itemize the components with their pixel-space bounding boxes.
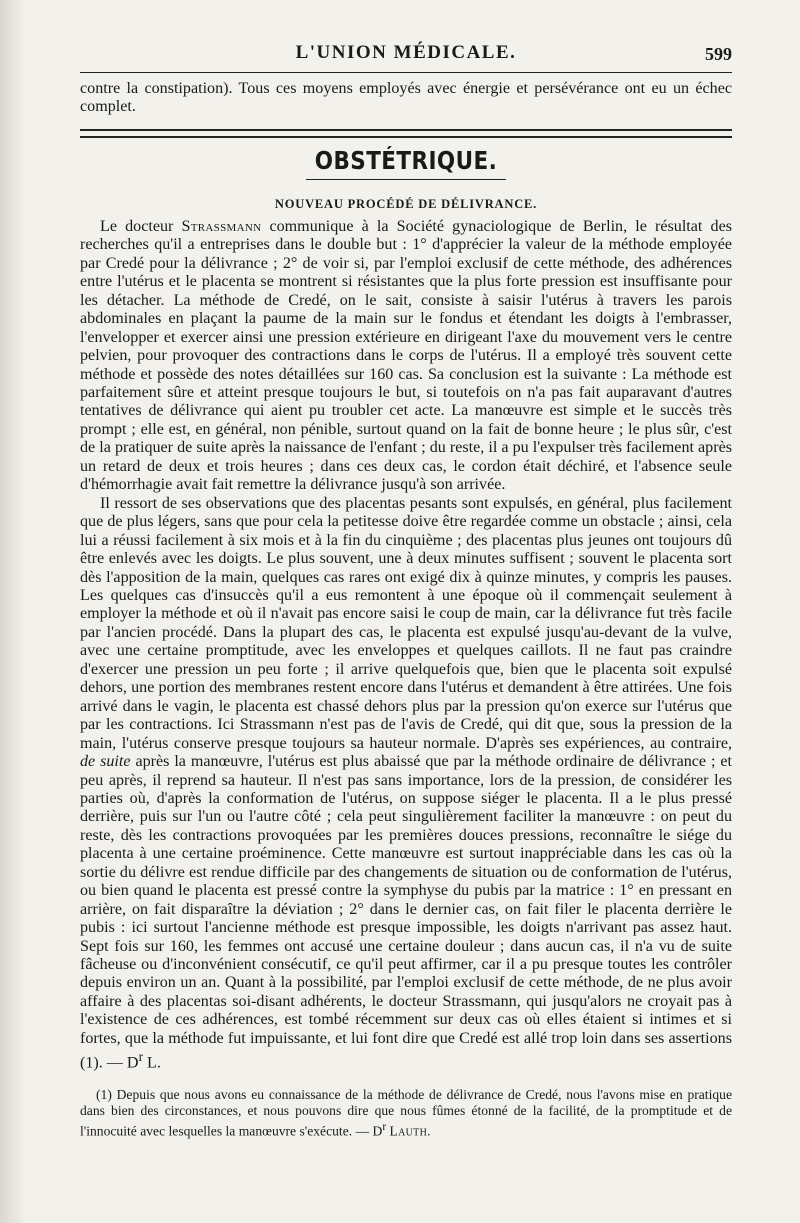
section-title: OBSTÉTRIQUE. [314, 145, 498, 175]
author-name: Strassmann [181, 217, 262, 235]
paragraph-2-text-b: après la manœuvre, l'utérus est plus abaissé que par la méthode ordinaire de délivrance ; et peu après, il reprend sa hauteur. Il n'est pas sans importance, lors de la pression, de considérer les parties où, d'après la conformation de l'utérus, on suppose siéger le placenta. Il a le plus pressé derrière, puis sur l'un ou l'autre côté ; cela peut singulièrement faciliter la manœuvre : on peut du reste, dès les contractions provoquées par les premières douces pressions, reconnaître le siége du placenta à une certaine proéminence. Cette manœuvre est surtout inappréciable dans les cas où la sortie du délivre est rendue difficile par des changements de situation ou de conformation de l'utérus, ou bien quand le placenta est pressé contre la symphyse du pubis par la matrice : 1° en pressant en arrière, on fait disparaître la déviation ; 2° dans le dernier cas, on fait filer le placenta derrière le pubis : ici surtout l'ancienne méthode est presque impossible, les doigts n'arrivant pas assez haut. Sept fois sur 160, les femmes ont accusé une certaine douleur ; dans aucun cas, il n'a vu de suite fâcheuse ou d'inconvénient consécutif, ce qu'il peut affirmer, car il a pu presque toutes les contrôler depuis environ un an. Quant à la possibilité, par l'emploi exclusif de cette méthode, de ne plus avoir affaire à des placentas soi-disant adhérents, le docteur Strassmann, qui jusqu'alors ne croyait pas à l'existence de ces adhérences, est tombé récemment sur deux cas où elles étaient si intimes et si fortes, que la méthode fut impuissante, et lui font dire que Credé est allé trop loin dans ses assertions (1). — D [80, 753, 732, 1072]
italic-phrase: de suite [80, 753, 131, 771]
footnote-superscript: r [382, 1121, 387, 1134]
footnote [80, 1087, 732, 1140]
article-signature: L. [143, 1054, 161, 1072]
article-paragraph-2 [80, 495, 732, 1073]
section-title-rule [306, 179, 506, 180]
paragraph-2-text-a: Il ressort de ses observations que des placentas pesants sont expulsés, en général, plus facilement que de plus légers, sans que pour cela la petitesse doive être regardée comme un obstacle ; ainsi, cela lui a réussi facilement à six mois et à la fin du cinquième ; des placentas plus jeunes ont toujours dû être enlevés avec les doigts. Le plus souvent, une à deux minutes suffisent ; souvent le placenta sort dès l'apposition de la main, quelques cas rares ont exigé dix à quinze minutes, y compris les pauses. Les quelques cas d'insuccès qu'il a eus remontent à une époque où il commençait seulement à employer la méthode et où il n'avait pas encore saisi le coup de main, car la délivrance fut très facile par l'ancien procédé. Dans la plupart des cas, le placenta est expulsé jusqu'au-devant de la vulve, avec une certaine promptitude, avec les enveloppes et quelques caillots. Il ne faut pas craindre d'exercer une pression un peu forte ; il arrive quelquefois que, bien que le placenta soit expulsé dehors, une portion des membranes restent encore dans l'utérus et demandent à être attirées. Une fois arrivé dans le vagin, le placenta est chassé dehors plus par la pression qu'on exerce sur l'utérus que par les contractions. Ici Strassmann n'est pas de l'avis de Credé, qui dit que, sous la pression de la main, l'utérus conserve presque toujours sa hauteur normale. D'après ses expériences, au contraire, [80, 494, 732, 752]
section-divider [80, 129, 732, 138]
page-number: 599 [705, 44, 732, 64]
page-content [80, 80, 732, 1140]
article-body [80, 218, 732, 1073]
footnote-signature: Lauth. [389, 1123, 431, 1139]
article-paragraph-1 [80, 218, 732, 495]
signature-superscript: r [138, 1049, 144, 1065]
article-subheading: NOUVEAU PROCÉDÉ DE DÉLIVRANCE. [274, 196, 538, 211]
paragraph-1-lead: Le docteur [100, 217, 182, 235]
continuation-paragraph: contre la constipation). Tous ces moyens employés avec énergie et persévérance ont eu un échec complet. [80, 80, 732, 116]
running-header [80, 42, 732, 72]
footnote-text: (1) Depuis que nous avons eu connaissance de la méthode de délivrance de Credé, nous l'avons mise en pratique dans bien des circonstances, et nous pouvons dire que nous fûmes étonné de la facilité, de la promptitude et de l'innocuité avec lesquelles la manœuvre s'exécute. — D [80, 1087, 732, 1139]
journal-title: L'UNION MÉDICALE. [295, 42, 517, 63]
footnote-paragraph [80, 1087, 732, 1140]
header-rule [80, 72, 732, 73]
paragraph-1-text: communique à la Société gynaciologique de Berlin, le résultat des recherches qu'il a entreprises dans le double but : 1° d'apprécier la valeur de la méthode employée par Credé pour la délivrance ; 2° de voir si, par l'emploi exclusif de cette méthode, des adhérences entre l'utérus et le placenta se montrent si résistantes que la plus forte pression est insuffisante pour les détacher. La méthode de Credé, on le sait, consiste à saisir l'utérus à travers les parois abdominales en plaçant la paume de la main sur le fondus et étendant les doigts à l'embrasser, l'envelopper et exercer ainsi une pression extérieure en dirigeant l'axe du mouvement vers le centre pelvien, pour provoquer des contractions dans le corps de l'utérus. Il a employé très souvent cette méthode et possède des notes détaillées sur 160 cas. Sa conclusion est la suivante : La méthode est parfaitement sûre et atteint presque toujours le but, si toutefois on n'a pas fait auparavant d'autres tentatives de délivrance qui aient pu troubler cet acte. La manœuvre est simple et le succès très prompt ; elle est, en général, non pénible, surtout quand on la fait de bonne heure ; le plus sûr, c'est de la pratiquer de suite après la naissance de l'enfant ; du reste, il a pu l'expulser très facilement après un retard de deux et trois heures ; dans ces deux cas, le cordon était déchiré, et l'absence seule d'hémorrhagie avait fait remettre la délivrance jusqu'à son arrivée. [80, 217, 732, 494]
